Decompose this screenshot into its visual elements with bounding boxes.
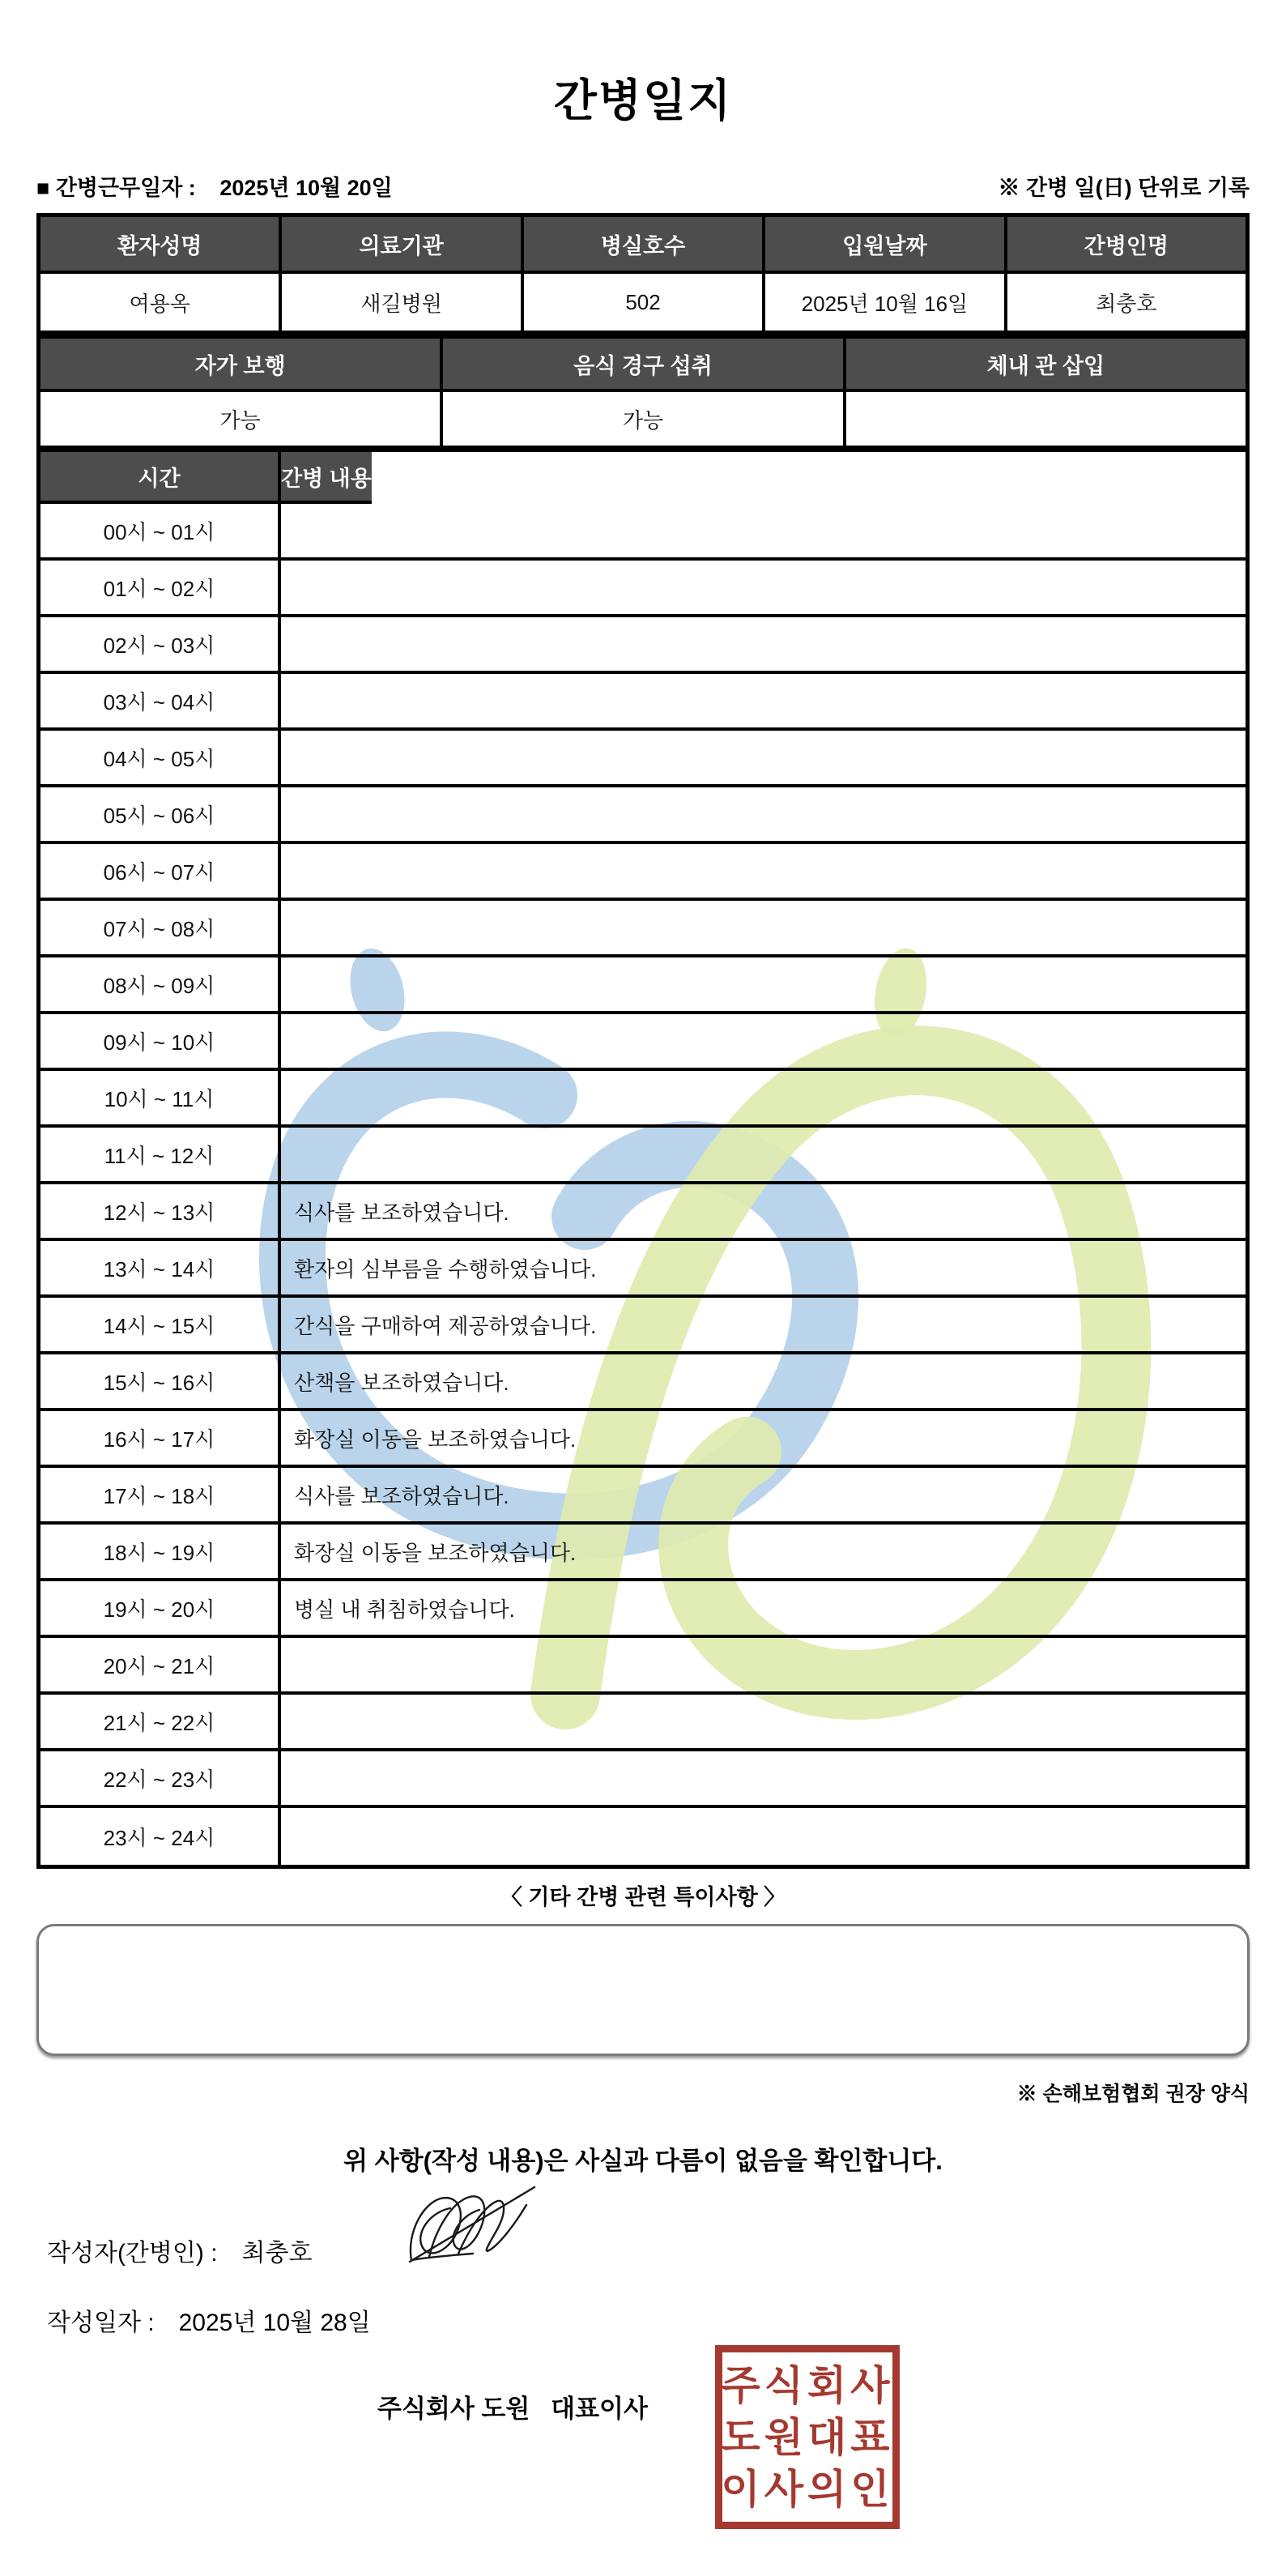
care-log-row (40, 1071, 1246, 1128)
writer-line (47, 2233, 312, 2268)
care-content-cell (281, 1808, 1246, 1865)
care-time-cell: 06시 ~ 07시 (40, 844, 281, 901)
care-time-cell: 05시 ~ 06시 (40, 787, 281, 844)
work-date-value: 2025년 10월 20일 (219, 176, 393, 200)
care-time-cell: 16시 ~ 17시 (40, 1411, 281, 1468)
care-time-cell: 14시 ~ 15시 (40, 1298, 281, 1354)
care-log-row (40, 787, 1246, 844)
care-log-row (40, 1751, 1246, 1808)
patient-info-header-row (40, 217, 1246, 274)
written-date-value: 2025년 10월 28일 (178, 2309, 371, 2336)
header-patient-name: 환자성명 (40, 217, 282, 274)
confirmation-statement: 위 사항(작성 내용)은 사실과 다름이 없음을 확인합니다. (343, 2147, 943, 2175)
care-content-cell (281, 844, 1246, 901)
header-room-number: 병실호수 (524, 217, 765, 274)
header-medical-institution: 의료기관 (282, 217, 523, 274)
handwritten-signature (405, 2173, 543, 2278)
recommended-form-note: ※ 손해보험협회 권장 양식 (1016, 2083, 1250, 2105)
writer-name: 최충호 (241, 2240, 313, 2267)
care-time-cell: 13시 ~ 14시 (40, 1241, 281, 1298)
care-log-row (40, 1184, 1246, 1241)
special-notes-title: 〈 기타 간병 관련 특이사항 〉 (500, 1885, 786, 1909)
header-caregiver-name: 간병인명 (1007, 217, 1246, 274)
care-content-cell: 식사를 보조하였습니다. (281, 1184, 1246, 1241)
care-content-cell (281, 1751, 1246, 1808)
care-time-cell: 11시 ~ 12시 (40, 1128, 281, 1184)
header-oral-intake: 음식 경구 섭취 (443, 339, 845, 392)
care-time-cell: 03시 ~ 04시 (40, 674, 281, 731)
care-time-cell: 12시 ~ 13시 (40, 1184, 281, 1241)
writer-label: 작성자(간병인) : (47, 2240, 218, 2267)
care-content-cell: 화장실 이동을 보조하였습니다. (281, 1411, 1246, 1468)
care-log-row (40, 1128, 1246, 1184)
care-log-row (40, 617, 1246, 674)
care-time-cell: 07시 ~ 08시 (40, 901, 281, 957)
value-self-walking: 가능 (40, 392, 443, 446)
care-log-row (40, 1298, 1246, 1354)
care-time-cell: 22시 ~ 23시 (40, 1751, 281, 1808)
special-notes-box (36, 1924, 1250, 2056)
care-content-cell: 산책을 보조하였습니다. (281, 1354, 1246, 1411)
company-representative-line: 주식회사 도원 대표이사 (377, 2395, 648, 2423)
care-time-cell: 20시 ~ 21시 (40, 1638, 281, 1695)
patient-info-value-row (40, 274, 1246, 331)
status-header-row (40, 339, 1246, 392)
care-time-cell: 00시 ~ 01시 (40, 504, 281, 561)
value-patient-name: 여용옥 (40, 274, 282, 331)
care-log-row (40, 1468, 1246, 1525)
care-content-cell: 간식을 구매하여 제공하였습니다. (281, 1298, 1246, 1354)
seal-text-line-3: 이사의인 (721, 2466, 894, 2512)
written-date-label: 작성일자 : (47, 2309, 155, 2336)
care-log-row (40, 561, 1246, 617)
care-log-row (40, 1354, 1246, 1411)
care-log-row (40, 504, 1246, 561)
care-log-table (36, 448, 1250, 1869)
care-time-cell: 04시 ~ 05시 (40, 731, 281, 787)
care-log-rows (40, 504, 1246, 1865)
care-content-cell (281, 1014, 1246, 1071)
care-content-cell (281, 957, 1246, 1014)
care-content-cell (281, 1695, 1246, 1751)
value-medical-institution: 새길병원 (282, 274, 523, 331)
care-log-row (40, 1241, 1246, 1298)
care-log-row (40, 674, 1246, 731)
value-admission-date: 2025년 10월 16일 (765, 274, 1007, 331)
daily-record-note: ※ 간병 일(日) 단위로 기록 (998, 176, 1250, 200)
header-internal-tube: 체내 관 삽입 (846, 339, 1246, 392)
care-log-row (40, 1808, 1246, 1865)
care-content-cell (281, 674, 1246, 731)
care-log-row (40, 844, 1246, 901)
care-log-row (40, 957, 1246, 1014)
care-content-cell (281, 617, 1246, 674)
care-log-row (40, 1014, 1246, 1071)
care-content-cell: 식사를 보조하였습니다. (281, 1468, 1246, 1525)
care-time-cell: 02시 ~ 03시 (40, 617, 281, 674)
care-log-row (40, 901, 1246, 957)
patient-info-table (36, 213, 1250, 335)
work-date-line (36, 170, 393, 202)
care-log-header-row (40, 452, 1246, 504)
care-log-row (40, 1581, 1246, 1638)
care-content-cell: 화장실 이동을 보조하였습니다. (281, 1525, 1246, 1581)
care-time-cell: 01시 ~ 02시 (40, 561, 281, 617)
care-time-cell: 15시 ~ 16시 (40, 1354, 281, 1411)
care-content-cell (281, 561, 1246, 617)
care-content-cell (281, 1638, 1246, 1695)
care-time-cell: 08시 ~ 09시 (40, 957, 281, 1014)
header-care-content: 간병 내용 (281, 452, 372, 504)
care-time-cell: 09시 ~ 10시 (40, 1014, 281, 1071)
care-content-cell (281, 504, 1246, 561)
care-log-row (40, 1525, 1246, 1581)
care-content-cell (281, 1128, 1246, 1184)
care-content-cell (281, 1071, 1246, 1128)
meta-row (36, 170, 1250, 202)
value-caregiver-name: 최충호 (1096, 291, 1157, 316)
seal-text-line-1: 주식회사 (721, 2362, 894, 2408)
care-log-row (40, 1638, 1246, 1695)
care-time-cell: 10시 ~ 11시 (40, 1071, 281, 1128)
care-time-cell: 17시 ~ 18시 (40, 1468, 281, 1525)
patient-status-table (36, 335, 1250, 450)
care-time-cell: 19시 ~ 20시 (40, 1581, 281, 1638)
header-self-walking: 자가 보행 (40, 339, 443, 392)
corporate-seal-stamp (715, 2345, 900, 2529)
care-content-cell: 환자의 심부름을 수행하였습니다. (281, 1241, 1246, 1298)
value-room-number: 502 (524, 274, 765, 331)
status-value-row (40, 392, 1246, 446)
written-date-line (47, 2302, 371, 2338)
care-log-row (40, 1411, 1246, 1468)
care-content-cell (281, 787, 1246, 844)
care-content-cell (281, 901, 1246, 957)
care-content-cell (281, 731, 1246, 787)
care-time-cell: 23시 ~ 24시 (40, 1808, 281, 1865)
page-title: 간병일지 (553, 75, 733, 126)
work-date-label: ■ 간병근무일자 : (36, 176, 196, 200)
value-oral-intake: 가능 (443, 392, 845, 446)
header-time: 시간 (40, 452, 281, 504)
care-time-cell: 21시 ~ 22시 (40, 1695, 281, 1751)
care-time-cell: 18시 ~ 19시 (40, 1525, 281, 1581)
care-content-cell: 병실 내 취침하였습니다. (281, 1581, 1246, 1638)
seal-text-line-2: 도원대표 (721, 2414, 894, 2460)
value-internal-tube (846, 392, 1246, 446)
care-log-row (40, 731, 1246, 787)
care-log-row (40, 1695, 1246, 1751)
header-admission-date: 입원날짜 (765, 217, 1007, 274)
